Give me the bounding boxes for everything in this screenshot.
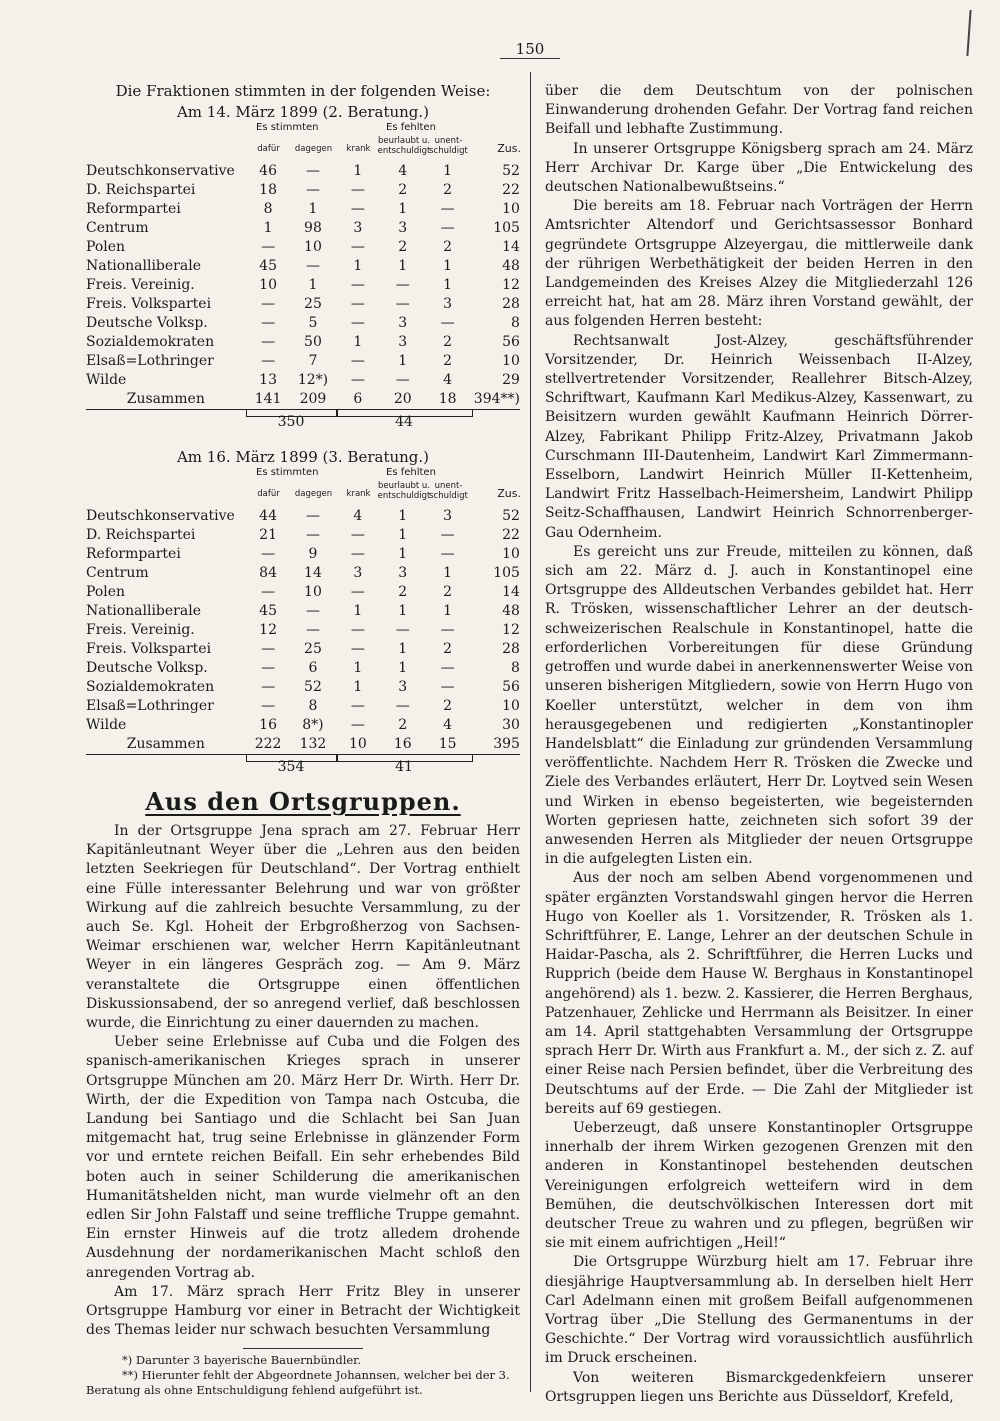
column-subheaders bbox=[86, 136, 520, 162]
party-name: Freis. Volkspartei bbox=[86, 296, 212, 312]
subheader: unent-schuldigt bbox=[429, 481, 468, 501]
vote-cell: — bbox=[440, 315, 455, 331]
vote-cell: 10 bbox=[259, 277, 277, 293]
party-name: Polen bbox=[86, 239, 126, 255]
vote-cell: 3 bbox=[443, 508, 453, 524]
column-subheaders bbox=[86, 481, 520, 507]
total-cell: 15 bbox=[438, 736, 457, 752]
vote-cell: 52 bbox=[304, 679, 322, 695]
total-cell: 394**) bbox=[473, 391, 520, 407]
vote-cell: 21 bbox=[259, 527, 277, 543]
vote-row bbox=[86, 716, 520, 735]
vote-cell: 18 bbox=[259, 182, 277, 198]
vote-cell: — bbox=[350, 372, 365, 388]
vote-cell: 28 bbox=[502, 641, 520, 657]
vote-cell: 1 bbox=[398, 641, 408, 657]
total-cell: 395 bbox=[493, 736, 520, 752]
group-label-absent: Es fehlten bbox=[386, 467, 436, 478]
absent-sum: 41 bbox=[395, 759, 413, 775]
present-sum: 350 bbox=[277, 414, 305, 430]
vote-row bbox=[86, 659, 520, 678]
subheader: beurlaubt u. entschuldigt bbox=[377, 481, 431, 501]
party-name: Deutschkonservative bbox=[86, 163, 235, 179]
vote-cell: — bbox=[350, 277, 365, 293]
vote-cell: 10 bbox=[502, 353, 520, 369]
vote-row bbox=[86, 295, 520, 314]
vote-cell: 2 bbox=[443, 182, 453, 198]
vote-cell: — bbox=[350, 353, 365, 369]
vote-row bbox=[86, 564, 520, 583]
vote-cell: 3 bbox=[398, 315, 408, 331]
vote-row bbox=[86, 314, 520, 333]
sub-sums bbox=[86, 410, 520, 432]
total-label: Zusammen bbox=[126, 391, 205, 407]
party-name: Centrum bbox=[86, 565, 149, 581]
vote-cell: 2 bbox=[398, 584, 408, 600]
vote-cell: 48 bbox=[502, 603, 520, 619]
vote-cell: 14 bbox=[304, 565, 322, 581]
vote-cell: 1 bbox=[398, 660, 408, 676]
vote-cell: 98 bbox=[304, 220, 322, 236]
vote-cell: — bbox=[261, 296, 276, 312]
vote-cell: — bbox=[350, 641, 365, 657]
article-paragraph: Die Ortsgruppe Würzburg hielt am 17. Februar ihre diesjährige Hauptversammlung ab. In derselben hielt Herr Carl Adelmann einen mit großem Beifall aufgenommenen Vortrag über „Die Stellung des Germanentums in der Geschichte.“ Der Vortrag wird voraussichtlich ausführlich im Druck erscheinen. bbox=[545, 1254, 973, 1367]
vote-row bbox=[86, 621, 520, 640]
vote-cell: — bbox=[305, 622, 320, 638]
subheader: unent-schuldigt bbox=[429, 136, 468, 156]
group-label-absent: Es fehlten bbox=[386, 122, 436, 133]
vote-cell: 3 bbox=[398, 220, 408, 236]
vote-row bbox=[86, 526, 520, 545]
vote-row bbox=[86, 507, 520, 526]
vote-cell: 13 bbox=[259, 372, 277, 388]
vote-cell: — bbox=[305, 527, 320, 543]
vote-table-1 bbox=[86, 103, 520, 432]
vote-cell: 2 bbox=[398, 239, 408, 255]
vote-row bbox=[86, 200, 520, 219]
vote-row bbox=[86, 545, 520, 564]
vote-cell: 1 bbox=[398, 201, 408, 217]
vote-cell: 8 bbox=[263, 201, 273, 217]
total-cell: 132 bbox=[299, 736, 327, 752]
vote-cell: — bbox=[305, 508, 320, 524]
vote-group-header bbox=[86, 467, 520, 481]
article-paragraph: Am 17. März sprach Herr Fritz Bley in unserer Ortsgruppe Hamburg vor einer in Betracht der Wichtigkeit des Themas leider nur schwach besuchten Versammlung bbox=[86, 1283, 520, 1339]
vote-row bbox=[86, 697, 520, 716]
vote-cell: 30 bbox=[502, 717, 520, 733]
vote-cell: 8*) bbox=[302, 717, 324, 733]
total-cell: 6 bbox=[353, 391, 363, 407]
vote-cell: — bbox=[350, 315, 365, 331]
vote-cell: — bbox=[350, 546, 365, 562]
vote-cell: 3 bbox=[398, 334, 408, 350]
article-paragraph: Rechtsanwalt Jost-Alzey, geschäftsführender Vorsitzender, Dr. Heinrich Weissenbach II-Alzey, stellvertretender Vorsitzender, Reallehrer Bitsch-Alzey, Schriftwart, Kaufmann Karl Medikus-Alzey, Kassenwart, zu Beisitzern wurden gewählt Kaufmann Heinrich Dörrer-Alzey, Fabrikant Philipp Fritz-Alzey, Privatmann Jakob Curschmann III-Dautenheim, Landwirt Karl Zimmermann-Esselborn, Landwirt Heinrich Müller II-Kettenheim, Landwirt Fritz Hasselbach-Heimersheim, Landwirt Philipp Seitz-Schaffhausen, Landwirt Heinrich Schnorrenberger-Gau Odernheim. bbox=[545, 332, 973, 541]
vote-cell: 1 bbox=[443, 258, 453, 274]
absent-sum: 44 bbox=[395, 414, 413, 430]
vote-row bbox=[86, 257, 520, 276]
vote-rows bbox=[86, 507, 520, 735]
total-cell: 141 bbox=[254, 391, 282, 407]
vote-cell: — bbox=[350, 698, 365, 714]
article-paragraph: Ueberzeugt, daß unsere Konstantinopler Ortsgruppe innerhalb der ihrem Wirken gezogenen Grenzen mit den anderen in Konstantinopel bestehenden deutschen Vereinigungen erfolgreich wetteifern wird in dem Bemühen, die deutschvölkischen Interessen dort mit deutscher Treue zu wahren und zu pflegen, begrüßen wir sie mit einem aufrichtigen „Heil!“ bbox=[545, 1119, 973, 1252]
total-cell: 18 bbox=[438, 391, 457, 407]
vote-cell: 1 bbox=[353, 679, 363, 695]
party-name: D. Reichspartei bbox=[86, 182, 196, 198]
vote-cell: — bbox=[395, 296, 410, 312]
vote-cell: — bbox=[350, 717, 365, 733]
party-name: Freis. Vereinig. bbox=[86, 622, 195, 638]
subheader: beurlaubt u. entschuldigt bbox=[377, 136, 431, 156]
present-sum: 354 bbox=[277, 759, 305, 775]
vote-cell: — bbox=[305, 603, 320, 619]
article-paragraph: Von weiteren Bismarckgedenkfeiern unserer Ortsgruppen liegen uns Berichte aus Düsseldorf, Krefeld, bbox=[545, 1369, 973, 1405]
vote-cell: 45 bbox=[259, 258, 277, 274]
total-cell: 16 bbox=[393, 736, 412, 752]
party-name: Deutschkonservative bbox=[86, 508, 235, 524]
vote-row bbox=[86, 181, 520, 200]
page-number: 150 bbox=[500, 40, 560, 59]
vote-cell: 2 bbox=[443, 698, 453, 714]
footnote: **) Hierunter fehlt der Abgeordnete Johannsen, welcher bei der 3. Beratung als ohne Entschuldigung fehlend aufgeführt ist. bbox=[86, 1368, 510, 1398]
vote-cell: 12 bbox=[502, 622, 520, 638]
total-cell: 20 bbox=[393, 391, 412, 407]
vote-cell: — bbox=[261, 546, 276, 562]
vote-cell: 1 bbox=[353, 603, 363, 619]
left-column bbox=[86, 82, 520, 1398]
vote-cell: — bbox=[350, 201, 365, 217]
vote-table-2 bbox=[86, 448, 520, 777]
subheader: dagegen bbox=[294, 489, 333, 499]
vote-cell: 14 bbox=[502, 584, 520, 600]
vote-cell: — bbox=[440, 527, 455, 543]
total-label: Zusammen bbox=[126, 736, 205, 752]
column-divider bbox=[530, 72, 531, 1392]
vote-cell: 22 bbox=[502, 182, 520, 198]
vote-cell: — bbox=[261, 353, 276, 369]
party-name: Wilde bbox=[86, 717, 127, 733]
footnote: *) Darunter 3 bayerische Bauernbündler. bbox=[122, 1353, 362, 1368]
total-cell: 222 bbox=[254, 736, 282, 752]
vote-cell: — bbox=[261, 334, 276, 350]
vote-row bbox=[86, 352, 520, 371]
vote-cell: — bbox=[440, 660, 455, 676]
vote-cell: — bbox=[350, 239, 365, 255]
vote-cell: 1 bbox=[443, 163, 453, 179]
vote-cell: — bbox=[261, 641, 276, 657]
vote-cell: 50 bbox=[304, 334, 322, 350]
vote-total-row bbox=[86, 390, 520, 410]
vote-cell: 1 bbox=[398, 508, 408, 524]
footnote-separator bbox=[243, 1348, 363, 1349]
article-paragraph: Aus der noch am selben Abend vorgenommenen und später ergänzten Vorstandswahl gingen hervor die Herren Hugo von Koeller als 1. Vorsitzender, R. Trösken als 1. Schriftführer, E. Lange, Lehrer an der deutschen Schule in Haidar-Pascha, als 2. Schriftführer, die Herren Lucks und Rupprich (beide dem Hause W. Berghaus in Konstantinopel angehörend) als 1. bezw. 2. Kassierer, die Herren Berghaus, Patzenhauer, Zehlicke und Herrmann als Beisitzer. In einer am 14. April stattgehabten Versammlung der Ortsgruppe sprach Herr Dr. Wirth aus Frankfurt a. M., der sich z. Z. auf einer Reise nach Persien befindet, über die Verbreitung des Deutschtums auf der Erde. — Die Zahl der Mitglieder ist bereits auf 69 gestiegen. bbox=[545, 870, 973, 1117]
vote-total-row bbox=[86, 735, 520, 755]
party-name: Nationalliberale bbox=[86, 603, 201, 619]
party-name: Sozialdemokraten bbox=[86, 679, 215, 695]
vote-cell: 10 bbox=[502, 201, 520, 217]
vote-row bbox=[86, 640, 520, 659]
vote-cell: — bbox=[350, 527, 365, 543]
total-cell: 10 bbox=[348, 736, 367, 752]
party-name: Freis. Volkspartei bbox=[86, 641, 212, 657]
vote-cell: 5 bbox=[308, 315, 318, 331]
vote-cell: 2 bbox=[443, 334, 453, 350]
article-paragraph: über die dem Deutschtum von der polnischen Einwanderung drohenden Gefahr. Der Vortrag fand reichen Beifall und lebhafte Zustimmung. bbox=[545, 83, 973, 138]
party-name: Wilde bbox=[86, 372, 127, 388]
party-name: Centrum bbox=[86, 220, 149, 236]
vote-cell: 1 bbox=[398, 546, 408, 562]
vote-cell: — bbox=[305, 182, 320, 198]
vote-cell: 52 bbox=[502, 508, 520, 524]
vote-cell: 12*) bbox=[297, 372, 329, 388]
vote-cell: 1 bbox=[398, 603, 408, 619]
vote-row bbox=[86, 238, 520, 257]
vote-cell: 9 bbox=[308, 546, 318, 562]
group-label-yes: Es stimmten bbox=[256, 122, 319, 133]
margin-mark bbox=[966, 10, 971, 56]
vote-cell: 10 bbox=[304, 584, 322, 600]
vote-cell: 4 bbox=[443, 717, 453, 733]
vote-cell: — bbox=[395, 698, 410, 714]
vote-cell: 2 bbox=[443, 584, 453, 600]
vote-cell: 3 bbox=[353, 565, 363, 581]
vote-cell: 1 bbox=[443, 565, 453, 581]
vote-cell: 28 bbox=[502, 296, 520, 312]
vote-cell: 46 bbox=[259, 163, 277, 179]
vote-cell: 1 bbox=[443, 603, 453, 619]
article-paragraph: In der Ortsgruppe Jena sprach am 27. Februar Herr Kapitänleutnant Weyer über die „Lehren aus den beiden letzten Seekriegen für Deutschland“. Der Vortrag enthielt eine Fülle interessanter Belehrung und war von größter Wirkung auf die zahlreich besuchte Versammlung, zu der auch Se. Kgl. Hoheit der Erbgroßherzog von Sachsen-Weimar erschienen war, welcher Herrn Kapitänleutnant Weyer in ein längeres Gespräch zog. — Am 9. März veranstaltete die Ortsgruppe einen öffentlichen Diskussionsabend, der so anregend verlief, daß beschlossen wurde, die Einrichtung zu einer dauernden zu machen. bbox=[86, 823, 520, 1032]
vote-cell: 2 bbox=[443, 641, 453, 657]
vote-cell: 1 bbox=[353, 334, 363, 350]
vote-cell: 10 bbox=[304, 239, 322, 255]
vote-cell: 12 bbox=[502, 277, 520, 293]
vote-cell: 8 bbox=[308, 698, 318, 714]
vote-cell: 22 bbox=[502, 527, 520, 543]
subheader: Zus. bbox=[497, 487, 521, 500]
vote-cell: 2 bbox=[443, 239, 453, 255]
vote-cell: — bbox=[350, 584, 365, 600]
vote-cell: — bbox=[305, 258, 320, 274]
vote-cell: 25 bbox=[304, 641, 322, 657]
vote-cell: 2 bbox=[398, 717, 408, 733]
vote-row bbox=[86, 371, 520, 390]
vote-cell: — bbox=[440, 622, 455, 638]
vote-cell: 1 bbox=[398, 258, 408, 274]
vote-cell: — bbox=[440, 220, 455, 236]
party-name: D. Reichspartei bbox=[86, 527, 196, 543]
vote-cell: 1 bbox=[308, 277, 318, 293]
vote-cell: — bbox=[350, 182, 365, 198]
vote-cell: — bbox=[261, 315, 276, 331]
vote-cell: 12 bbox=[259, 622, 277, 638]
party-name: Deutsche Volksp. bbox=[86, 660, 208, 676]
party-name: Nationalliberale bbox=[86, 258, 201, 274]
vote-row bbox=[86, 276, 520, 295]
vote-cell: 1 bbox=[353, 660, 363, 676]
vote-cell: 6 bbox=[308, 660, 318, 676]
right-column bbox=[545, 82, 973, 1407]
vote-cell: 56 bbox=[502, 679, 520, 695]
total-cell: 209 bbox=[299, 391, 327, 407]
vote-intro: Die Fraktionen stimmten in der folgenden Weise: bbox=[115, 82, 491, 100]
vote-cell: 56 bbox=[502, 334, 520, 350]
vote-cell: 44 bbox=[259, 508, 277, 524]
vote-cell: 1 bbox=[263, 220, 273, 236]
section-heading: Aus den Ortsgruppen. bbox=[145, 787, 461, 816]
vote-cell: 10 bbox=[502, 546, 520, 562]
vote-cell: 8 bbox=[511, 660, 520, 676]
vote-cell: 1 bbox=[443, 277, 453, 293]
vote-cell: — bbox=[261, 584, 276, 600]
vote-cell: — bbox=[261, 660, 276, 676]
vote-cell: 84 bbox=[259, 565, 277, 581]
vote-cell: — bbox=[305, 163, 320, 179]
vote-cell: 3 bbox=[353, 220, 363, 236]
party-name: Polen bbox=[86, 584, 126, 600]
party-name: Deutsche Volksp. bbox=[86, 315, 208, 331]
vote-cell: 1 bbox=[398, 527, 408, 543]
vote-cell: 48 bbox=[502, 258, 520, 274]
article-paragraph: Ueber seine Erlebnisse auf Cuba und die Folgen des spanisch-amerikanischen Krieges sprach in unserer Ortsgruppe München am 20. März Herr Dr. Wirth. Herr Dr. Wirth, der die Expedition von Tampa nach Ostcuba, die Landung bei Santiago und die Schlacht bei San Juan mitgemacht hat, trug seine Erlebnisse in glänzender Form vor und erntete reichen Beifall. Ein sehr erhebendes Bild boten auch in seiner Schilderung die amerikanischen Humanitätshelden nicht, man wurde vielmehr oft an den edlen Sir John Falstaff und seine treffliche Truppe gemahnt. Ein ernster Hinweis auf die trotz alledem drohende Ausdehnung der nordamerikanischen Macht schloß den anregenden Vortrag ab. bbox=[86, 1034, 520, 1281]
sub-sums bbox=[86, 755, 520, 777]
vote-cell: 7 bbox=[308, 353, 318, 369]
vote-cell: 3 bbox=[443, 296, 453, 312]
vote-cell: — bbox=[395, 372, 410, 388]
vote-cell: 14 bbox=[502, 239, 520, 255]
vote-cell: 2 bbox=[398, 182, 408, 198]
vote-cell: 10 bbox=[502, 698, 520, 714]
vote-cell: — bbox=[440, 679, 455, 695]
subheader: dagegen bbox=[294, 144, 333, 154]
vote-cell: 25 bbox=[304, 296, 322, 312]
vote-row bbox=[86, 219, 520, 238]
vote-group-header bbox=[86, 122, 520, 136]
vote-cell: 1 bbox=[398, 353, 408, 369]
vote-cell: — bbox=[440, 201, 455, 217]
vote-cell: — bbox=[261, 679, 276, 695]
vote-cell: 1 bbox=[353, 163, 363, 179]
vote-cell: 4 bbox=[353, 508, 363, 524]
vote-cell: 16 bbox=[259, 717, 277, 733]
article-paragraph: Es gereicht uns zur Freude, mitteilen zu können, daß sich am 22. März d. J. auch in Konstantinopel eine Ortsgruppe des Alldeutschen Verbandes gebildet hat. Herr R. Trösken, wissenschaftlicher Lehrer an der deutsch-schweizerischen Realschule in Konstantinopel, hatte die erforderlichen Vorbereitungen für diese Gründung getroffen und wurde dabei in anerkennenswerter Weise von unseren bisherigen Mitgliedern, sowie von Herrn Hugo von Koeller unterstützt, welcher in dem von ihm herausgegebenen und redigierten „Konstantinopler Handelsblatt“ die Einladung zur gründenden Versammlung veröffentlichte. Nachdem Herr R. Trösken die Zwecke und Ziele des Verbandes erläutert, Herr Dr. Loytved sein Wesen und Wirken in ebenso begeisterten, wie begeisternden Worten gepriesen hatte, zeichneten sich sofort 39 der anwesenden Herren als Mitglieder der neuen Ortsgruppe in die aufgelegten Listen ein. bbox=[545, 543, 973, 868]
vote-table-title: Am 16. März 1899 (3. Beratung.) bbox=[176, 448, 430, 466]
vote-cell: 1 bbox=[353, 258, 363, 274]
party-name: Elsaß=Lothringer bbox=[86, 353, 214, 369]
subheader: dafür bbox=[257, 489, 280, 499]
vote-cell: 2 bbox=[443, 353, 453, 369]
vote-cell: — bbox=[350, 296, 365, 312]
vote-cell: 4 bbox=[398, 163, 408, 179]
vote-row bbox=[86, 602, 520, 621]
vote-cell: — bbox=[261, 698, 276, 714]
party-name: Elsaß=Lothringer bbox=[86, 698, 214, 714]
article-paragraph: In unserer Ortsgruppe Königsberg sprach am 24. März Herr Archivar Dr. Karge über „Die Entwickelung des deutschen Nationalbewußtseins.“ bbox=[545, 140, 973, 196]
vote-cell: 3 bbox=[398, 679, 408, 695]
group-label-yes: Es stimmten bbox=[256, 467, 319, 478]
vote-cell: — bbox=[440, 546, 455, 562]
vote-cell: 29 bbox=[502, 372, 520, 388]
vote-cell: 105 bbox=[493, 220, 520, 236]
party-name: Reformpartei bbox=[86, 201, 181, 217]
vote-cell: 45 bbox=[259, 603, 277, 619]
vote-row bbox=[86, 678, 520, 697]
subheader: Zus. bbox=[497, 142, 521, 155]
vote-row bbox=[86, 333, 520, 352]
article-paragraph: Die bereits am 18. Februar nach Vorträgen der Herrn Amtsrichter Altendorf und Gerichtsassessor Bonhard gegründete Ortsgruppe Alzeyergau, die mittlerweile dank der rührigen Werbethätigkeit der beiden Herren in den Landgemeinden des Kreises Alzey die Mitgliederzahl 126 erreicht hat, hat am 28. März ihren Vorstand gewählt, der aus folgenden Herren besteht: bbox=[545, 198, 973, 330]
party-name: Reformpartei bbox=[86, 546, 181, 562]
party-name: Sozialdemokraten bbox=[86, 334, 215, 350]
vote-cell: — bbox=[395, 277, 410, 293]
party-name: Freis. Vereinig. bbox=[86, 277, 195, 293]
vote-row bbox=[86, 162, 520, 181]
vote-table-title: Am 14. März 1899 (2. Beratung.) bbox=[176, 103, 430, 121]
vote-cell: 3 bbox=[398, 565, 408, 581]
subheader: dafür bbox=[257, 144, 280, 154]
vote-cell: 1 bbox=[308, 201, 318, 217]
vote-cell: — bbox=[350, 622, 365, 638]
vote-cell: 8 bbox=[511, 315, 520, 331]
vote-rows bbox=[86, 162, 520, 390]
vote-row bbox=[86, 583, 520, 602]
vote-cell: 4 bbox=[443, 372, 453, 388]
vote-cell: 105 bbox=[493, 565, 520, 581]
vote-cell: — bbox=[395, 622, 410, 638]
vote-cell: — bbox=[261, 239, 276, 255]
vote-cell: 52 bbox=[502, 163, 520, 179]
subheader: krank bbox=[346, 489, 371, 499]
subheader: krank bbox=[346, 144, 371, 154]
